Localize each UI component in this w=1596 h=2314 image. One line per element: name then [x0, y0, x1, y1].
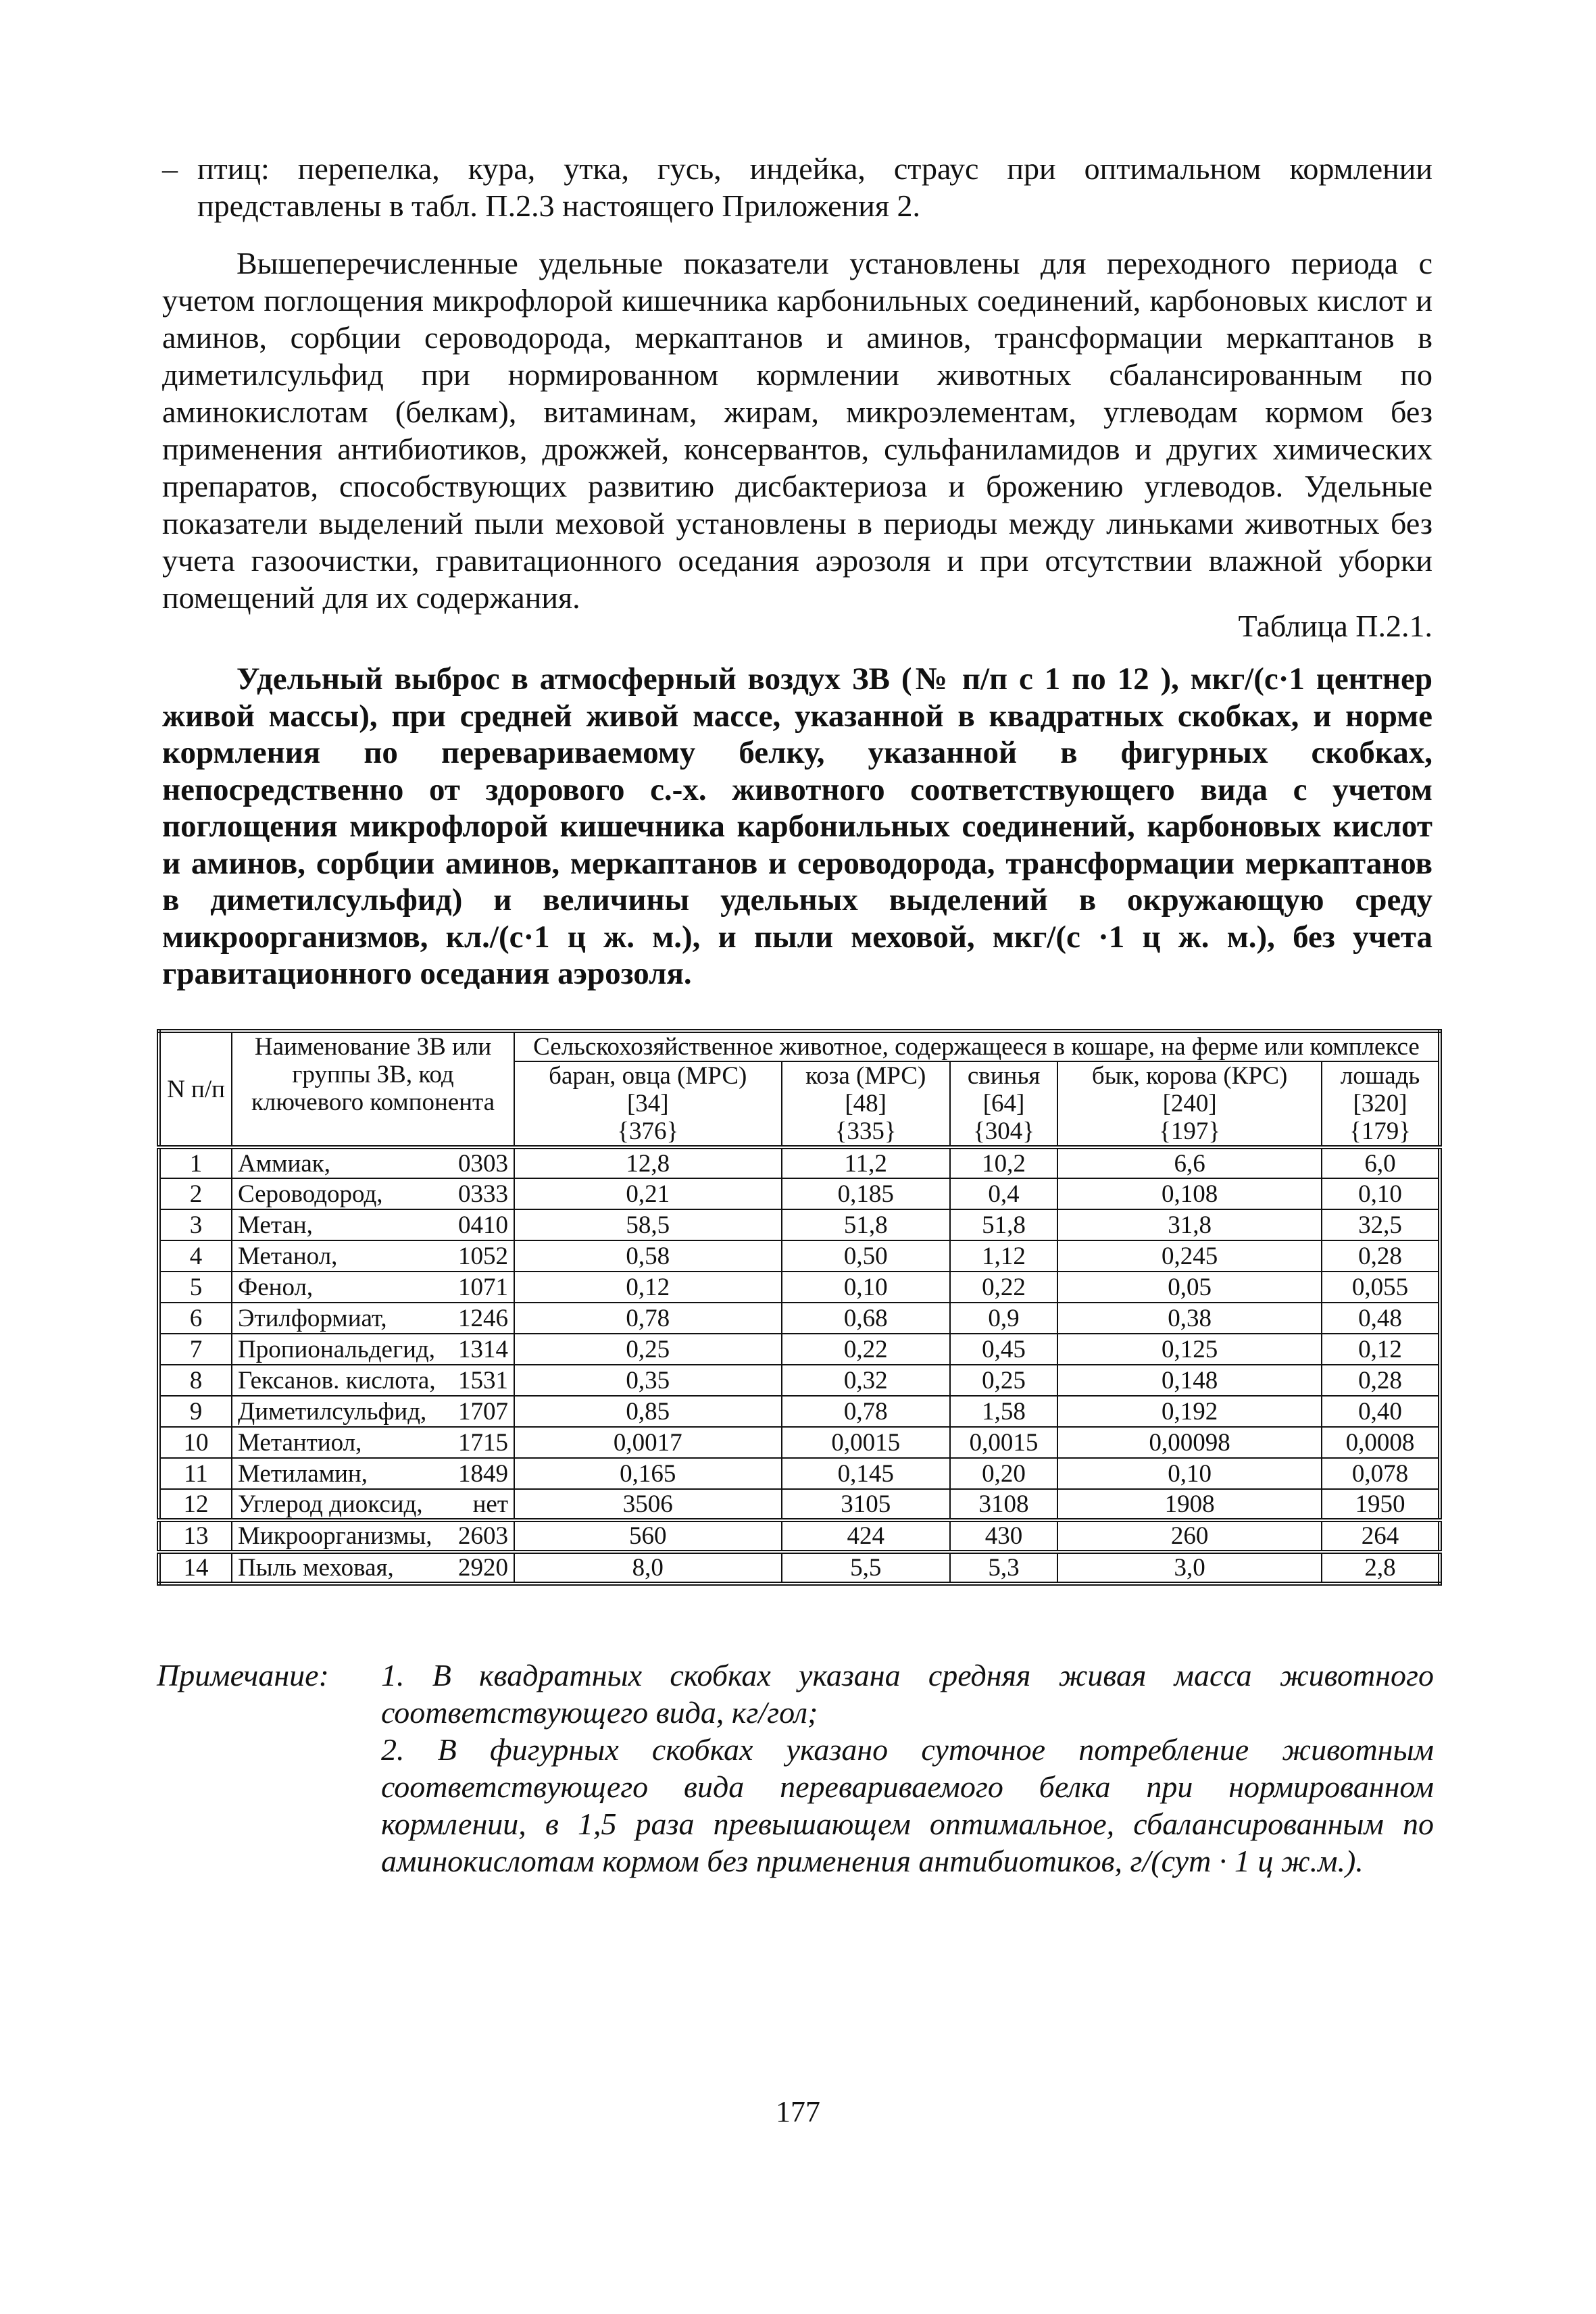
emission-value: 0,125 — [1057, 1334, 1322, 1365]
emission-value: 11,2 — [782, 1147, 950, 1178]
row-number: 10 — [159, 1427, 232, 1458]
emission-value: 32,5 — [1322, 1209, 1440, 1240]
pollutant-cell — [232, 1458, 514, 1489]
emission-value: 5,5 — [782, 1552, 950, 1584]
emission-value: 430 — [950, 1520, 1057, 1552]
pollutant-code: 0303 — [458, 1149, 508, 1178]
pollutant-code: 1849 — [458, 1459, 508, 1488]
pollutant-cell — [232, 1396, 514, 1427]
pollutant-cell — [232, 1365, 514, 1396]
emission-value: 58,5 — [514, 1209, 782, 1240]
row-number: 3 — [159, 1209, 232, 1240]
pollutant-name: Диметилсульфид, — [238, 1397, 427, 1426]
table-row — [159, 1178, 1440, 1209]
table-row — [159, 1365, 1440, 1396]
pollutant-code: 1707 — [458, 1397, 508, 1426]
emission-value: 0,20 — [950, 1458, 1057, 1489]
notes — [157, 1657, 1434, 1880]
header-animal: свинья [64] {304} — [950, 1061, 1057, 1147]
header-name: Наименование ЗВ или группы ЗВ, код ключевого компонента — [232, 1031, 514, 1147]
pollutant-cell — [232, 1178, 514, 1209]
pollutant-cell — [232, 1240, 514, 1272]
header-animal: коза (МРС) [48] {335} — [782, 1061, 950, 1147]
emission-value: 0,38 — [1057, 1303, 1322, 1334]
emission-value: 0,245 — [1057, 1240, 1322, 1272]
header-animal-group: Сельскохозяйственное животное, содержащееся в кошаре, на ферме или комплексе — [514, 1031, 1440, 1061]
pollutant-name: Пропиональдегид, — [238, 1335, 436, 1363]
emission-value: 51,8 — [950, 1209, 1057, 1240]
pollutant-code: 1246 — [458, 1304, 508, 1332]
table-row — [159, 1427, 1440, 1458]
emission-value: 0,05 — [1057, 1272, 1322, 1303]
note-item: 2. В фигурных скобках указано суточное потребление животным соответствующего вида перевариваемого белка при нормированном кормлении, в 1,5 раза превышающем оптимальное, сбалансированным по аминокислотам кормом без применения антибиотиков, г/(сут · 1 ц ж.м.). — [381, 1732, 1434, 1878]
pollutant-name: Сероводород, — [238, 1180, 383, 1208]
emission-value: 0,35 — [514, 1365, 782, 1396]
pollutant-cell — [232, 1209, 514, 1240]
pollutant-cell — [232, 1303, 514, 1334]
emission-value: 31,8 — [1057, 1209, 1322, 1240]
emission-value: 0,12 — [1322, 1334, 1440, 1365]
emission-value: 0,192 — [1057, 1396, 1322, 1427]
emission-value: 0,12 — [514, 1272, 782, 1303]
bullet-item — [162, 150, 1432, 224]
pollutant-code: 2920 — [458, 1554, 508, 1582]
emission-value: 424 — [782, 1520, 950, 1552]
emission-value: 0,148 — [1057, 1365, 1322, 1396]
table-row — [159, 1520, 1440, 1552]
table-row — [159, 1209, 1440, 1240]
header-num: N п/п — [159, 1031, 232, 1147]
pollutant-name: Гексанов. кислота, — [238, 1366, 436, 1394]
emission-value: 0,9 — [950, 1303, 1057, 1334]
pollutant-name: Фенол, — [238, 1273, 314, 1301]
emission-value: 0,10 — [782, 1272, 950, 1303]
pollutant-cell — [232, 1147, 514, 1178]
pollutant-name: Углерод диоксид, — [238, 1490, 423, 1518]
emission-value: 1908 — [1057, 1489, 1322, 1520]
pollutant-name: Этилформиат, — [238, 1304, 387, 1332]
table-title: Удельный выброс в атмосферный воздух ЗВ (№ п/п с 1 по 12 ), мкг/(с·1 центнер живой массы), при средней живой массе, указанной в квадратных скобках, и норме кормления по перевариваемому белку, указанной в фигурных скобках, непосредственно от здорового с.-х. животного соответствующего вида с учетом поглощения микрофлорой кишечника карбонильных соединений, карбоновых кислот и аминов, сорбции аминов, меркаптанов и сероводорода, трансформации меркаптанов в диметилсульфид) и величины удельных выделений в окружающую среду микроорганизмов, кл./(с·1 ц ж. м.), и пыли меховой, мкг/(с ·1 ц ж. м.), без учета гравитационного оседания аэрозоля. — [162, 661, 1432, 991]
row-number: 14 — [159, 1552, 232, 1584]
emission-value: 0,78 — [782, 1396, 950, 1427]
emission-value: 0,50 — [782, 1240, 950, 1272]
emission-value: 8,0 — [514, 1552, 782, 1584]
emission-value: 0,40 — [1322, 1396, 1440, 1427]
emission-value: 0,4 — [950, 1178, 1057, 1209]
pollutant-code: 1531 — [458, 1366, 508, 1394]
emission-value: 0,21 — [514, 1178, 782, 1209]
table-row — [159, 1240, 1440, 1272]
emission-value: 3,0 — [1057, 1552, 1322, 1584]
pollutant-code: 0410 — [458, 1211, 508, 1239]
emission-value: 0,0017 — [514, 1427, 782, 1458]
pollutant-name: Микроорганизмы, — [238, 1522, 432, 1550]
emission-value: 51,8 — [782, 1209, 950, 1240]
emission-value: 0,10 — [1322, 1178, 1440, 1209]
emission-value: 0,10 — [1057, 1458, 1322, 1489]
table-row — [159, 1303, 1440, 1334]
row-number: 11 — [159, 1458, 232, 1489]
emission-value: 0,25 — [950, 1365, 1057, 1396]
table-body — [159, 1147, 1440, 1584]
pollutant-cell — [232, 1552, 514, 1584]
table-row — [159, 1458, 1440, 1489]
table-row — [159, 1552, 1440, 1584]
emission-value: 0,22 — [950, 1272, 1057, 1303]
pollutant-code: 1052 — [458, 1242, 508, 1270]
emission-value: 6,6 — [1057, 1147, 1322, 1178]
emission-value: 0,0015 — [782, 1427, 950, 1458]
emission-table — [157, 1029, 1442, 1586]
bullet-dash: – — [162, 151, 178, 186]
pollutant-cell — [232, 1427, 514, 1458]
emission-value: 264 — [1322, 1520, 1440, 1552]
pollutant-name: Аммиак, — [238, 1149, 330, 1178]
bullet-text: птиц: перепелка, кура, утка, гусь, индейка, страус при оптимальном кормлении представлены в табл. П.2.3 настоящего Приложения 2. — [197, 151, 1432, 223]
emission-value: 3108 — [950, 1489, 1057, 1520]
emission-value: 10,2 — [950, 1147, 1057, 1178]
pollutant-code: 1314 — [458, 1335, 508, 1363]
emission-value: 0,185 — [782, 1178, 950, 1209]
row-number: 13 — [159, 1520, 232, 1552]
emission-value: 0,48 — [1322, 1303, 1440, 1334]
header-animal: бык, корова (КРС) [240] {197} — [1057, 1061, 1322, 1147]
emission-value: 0,165 — [514, 1458, 782, 1489]
row-number: 12 — [159, 1489, 232, 1520]
emission-value: 0,78 — [514, 1303, 782, 1334]
emission-value: 0,32 — [782, 1365, 950, 1396]
table-label: Таблица П.2.1. — [1238, 609, 1432, 643]
table-row — [159, 1489, 1440, 1520]
pollutant-code: 0333 — [458, 1180, 508, 1208]
table-row — [159, 1334, 1440, 1365]
row-number: 7 — [159, 1334, 232, 1365]
emission-value: 0,145 — [782, 1458, 950, 1489]
emission-value: 3506 — [514, 1489, 782, 1520]
row-number: 1 — [159, 1147, 232, 1178]
pollutant-cell — [232, 1334, 514, 1365]
header-animal: лошадь [320] {179} — [1322, 1061, 1440, 1147]
pollutant-cell — [232, 1272, 514, 1303]
pollutant-name: Метан, — [238, 1211, 313, 1239]
emission-value: 0,28 — [1322, 1365, 1440, 1396]
emission-value: 6,0 — [1322, 1147, 1440, 1178]
row-number: 6 — [159, 1303, 232, 1334]
emission-value: 0,108 — [1057, 1178, 1322, 1209]
table-row — [159, 1147, 1440, 1178]
pollutant-name: Пыль меховая, — [238, 1554, 394, 1582]
emission-value: 1,58 — [950, 1396, 1057, 1427]
emission-value: 0,00098 — [1057, 1427, 1322, 1458]
emission-value: 2,8 — [1322, 1552, 1440, 1584]
row-number: 5 — [159, 1272, 232, 1303]
body-paragraph: Вышеперечисленные удельные показатели установлены для переходного периода с учетом поглощения микрофлорой кишечника карбонильных соединений, карбоновых кислот и аминов, сорбции сероводорода, меркаптанов и аминов, трансформации меркаптанов в диметилсульфид при нормированном кормлении животных сбалансированным по аминокислотам (белкам), витаминам, жирам, микроэлементам, углеводам кормом без применения антибиотиков, дрожжей, консервантов, сульфаниламидов и других химических препаратов, способствующих развитию дисбактериоза и брожению углеводов. Удельные показатели выделений пыли меховой установлены в периоды между линьками животных без учета газоочистки, гравитационного оседания аэрозоля и при отсутствии влажной уборки помещений для их содержания. — [162, 246, 1432, 615]
emission-value: 0,25 — [514, 1334, 782, 1365]
emission-value: 0,28 — [1322, 1240, 1440, 1272]
pollutant-code: 2603 — [458, 1522, 508, 1550]
emission-value: 0,0008 — [1322, 1427, 1440, 1458]
pollutant-code: 1071 — [458, 1273, 508, 1301]
pollutant-cell — [232, 1520, 514, 1552]
row-number: 4 — [159, 1240, 232, 1272]
emission-value: 1,12 — [950, 1240, 1057, 1272]
row-number: 2 — [159, 1178, 232, 1209]
emission-value: 0,58 — [514, 1240, 782, 1272]
emission-value: 1950 — [1322, 1489, 1440, 1520]
emission-value: 560 — [514, 1520, 782, 1552]
emission-value: 12,8 — [514, 1147, 782, 1178]
pollutant-name: Метанол, — [238, 1242, 338, 1270]
pollutant-code: 1715 — [458, 1428, 508, 1457]
emission-value: 0,0015 — [950, 1427, 1057, 1458]
emission-value: 0,078 — [1322, 1458, 1440, 1489]
header-animal: баран, овца (МРС) [34] {376} — [514, 1061, 782, 1147]
note-item: 1. В квадратных скобках указана средняя живая масса животного соответствующего вида, кг/гол; — [381, 1658, 1434, 1730]
table-row — [159, 1396, 1440, 1427]
pollutant-code: нет — [472, 1490, 508, 1518]
emission-value: 0,68 — [782, 1303, 950, 1334]
emission-value: 0,45 — [950, 1334, 1057, 1365]
emission-value: 0,22 — [782, 1334, 950, 1365]
notes-label: Примечание: — [157, 1658, 329, 1692]
pollutant-cell — [232, 1489, 514, 1520]
emission-value: 5,3 — [950, 1552, 1057, 1584]
emission-value: 0,055 — [1322, 1272, 1440, 1303]
emission-value: 3105 — [782, 1489, 950, 1520]
emission-value: 0,85 — [514, 1396, 782, 1427]
pollutant-name: Метиламин, — [238, 1459, 368, 1488]
table-row — [159, 1272, 1440, 1303]
row-number: 8 — [159, 1365, 232, 1396]
pollutant-name: Метантиол, — [238, 1428, 362, 1457]
emission-value: 260 — [1057, 1520, 1322, 1552]
row-number: 9 — [159, 1396, 232, 1427]
page-number: 177 — [776, 2095, 820, 2128]
